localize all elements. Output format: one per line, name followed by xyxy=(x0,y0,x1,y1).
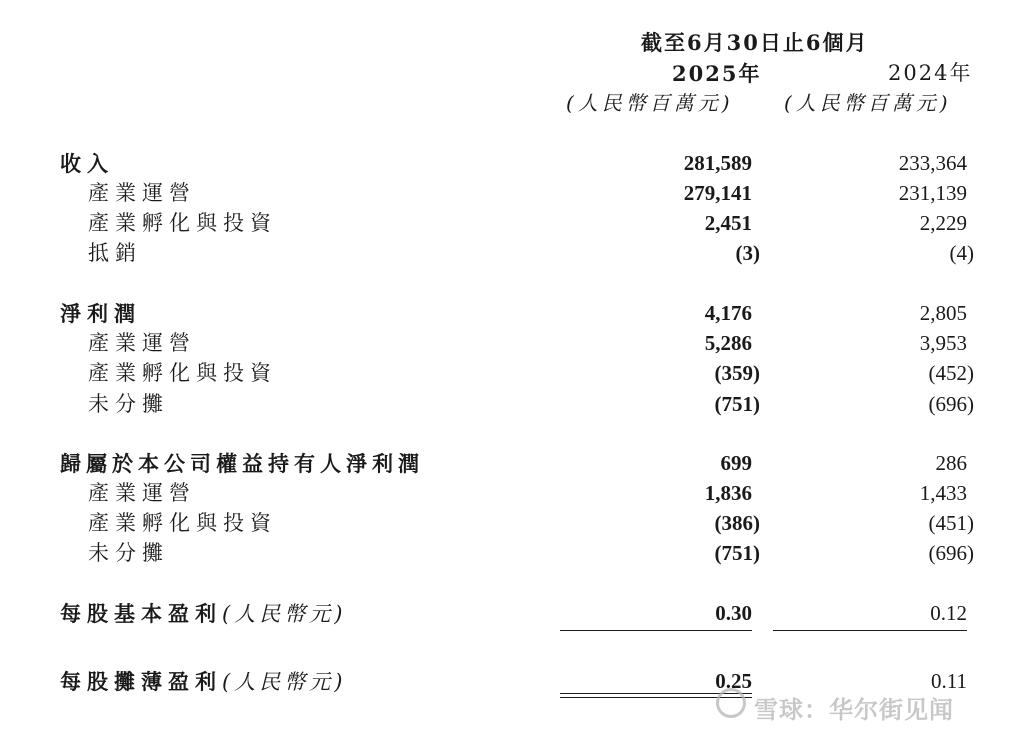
basic-eps-label: 每股基本盈利 xyxy=(60,601,222,626)
row-label-industry-operations: 產業運營 xyxy=(88,331,196,355)
period-header: 截至6月30日止6個月 xyxy=(641,30,869,55)
row-value-current: 0.25 xyxy=(715,669,752,693)
row-value-current: 0.30 xyxy=(715,601,752,625)
row-value-previous: (696) xyxy=(928,541,974,565)
row-value-previous: (452) xyxy=(928,361,974,385)
row-value-previous: 286 xyxy=(935,451,967,475)
year-current-header: 2025年 xyxy=(672,61,762,86)
row-value-current: 279,141 xyxy=(683,181,752,205)
row-value-current: (751) xyxy=(714,541,760,565)
row-label-incubation-investment: 產業孵化與投資 xyxy=(88,211,277,235)
row-value-previous: 0.12 xyxy=(930,601,967,625)
unit-current-header: (人民幣百萬元) xyxy=(566,91,734,115)
row-value-current: 4,176 xyxy=(704,301,752,325)
row-value-current: 5,286 xyxy=(704,331,752,355)
row-label-incubation-investment: 產業孵化與投資 xyxy=(88,361,277,385)
row-value-current: (359) xyxy=(714,361,760,385)
row-label-incubation-investment: 產業孵化與投資 xyxy=(88,511,277,535)
row-value-current: (751) xyxy=(714,392,760,416)
row-value-current: 2,451 xyxy=(704,211,752,235)
row-label-basic-eps xyxy=(60,603,346,625)
row-value-previous: 233,364 xyxy=(898,151,967,175)
row-value-previous: 1,433 xyxy=(919,481,967,505)
row-label-attributable-net-profit: 歸屬於本公司權益持有人淨利潤 xyxy=(60,451,424,476)
row-value-previous: (451) xyxy=(928,511,974,535)
row-label-revenue: 收入 xyxy=(60,151,114,176)
row-label-diluted-eps xyxy=(60,671,346,693)
single-underline-previous xyxy=(773,630,967,631)
row-value-current: 281,589 xyxy=(683,151,752,175)
unit-previous-header: (人民幣百萬元) xyxy=(784,91,952,115)
row-label-unallocated: 未分攤 xyxy=(88,392,169,416)
row-value-previous: 2,805 xyxy=(919,301,967,325)
row-label-industry-operations: 產業運營 xyxy=(88,481,196,505)
row-value-previous: 3,953 xyxy=(919,331,967,355)
diluted-eps-label: 每股攤薄盈利 xyxy=(60,669,222,694)
row-label-net-profit: 淨利潤 xyxy=(60,301,141,326)
row-label-unallocated: 未分攤 xyxy=(88,541,169,565)
single-underline-current xyxy=(560,630,752,631)
diluted-eps-unit: (人民幣元) xyxy=(222,670,347,694)
basic-eps-unit: (人民幣元) xyxy=(222,602,347,626)
row-value-previous: 2,229 xyxy=(919,211,967,235)
row-value-current: 699 xyxy=(720,451,752,475)
watermark-text: 雪球：华尔街见闻 xyxy=(754,696,954,724)
row-value-previous: (696) xyxy=(928,392,974,416)
row-value-previous: (4) xyxy=(949,241,974,265)
row-label-elimination: 抵銷 xyxy=(88,241,142,265)
row-value-current: 1,836 xyxy=(704,481,752,505)
year-previous-header: 2024年 xyxy=(888,61,973,85)
row-value-current: (3) xyxy=(735,241,760,265)
row-value-previous: 231,139 xyxy=(898,181,967,205)
row-label-industry-operations: 產業運營 xyxy=(88,181,196,205)
row-value-previous: 0.11 xyxy=(931,669,967,693)
watermark-logo-icon xyxy=(716,688,746,718)
row-value-current: (386) xyxy=(714,511,760,535)
